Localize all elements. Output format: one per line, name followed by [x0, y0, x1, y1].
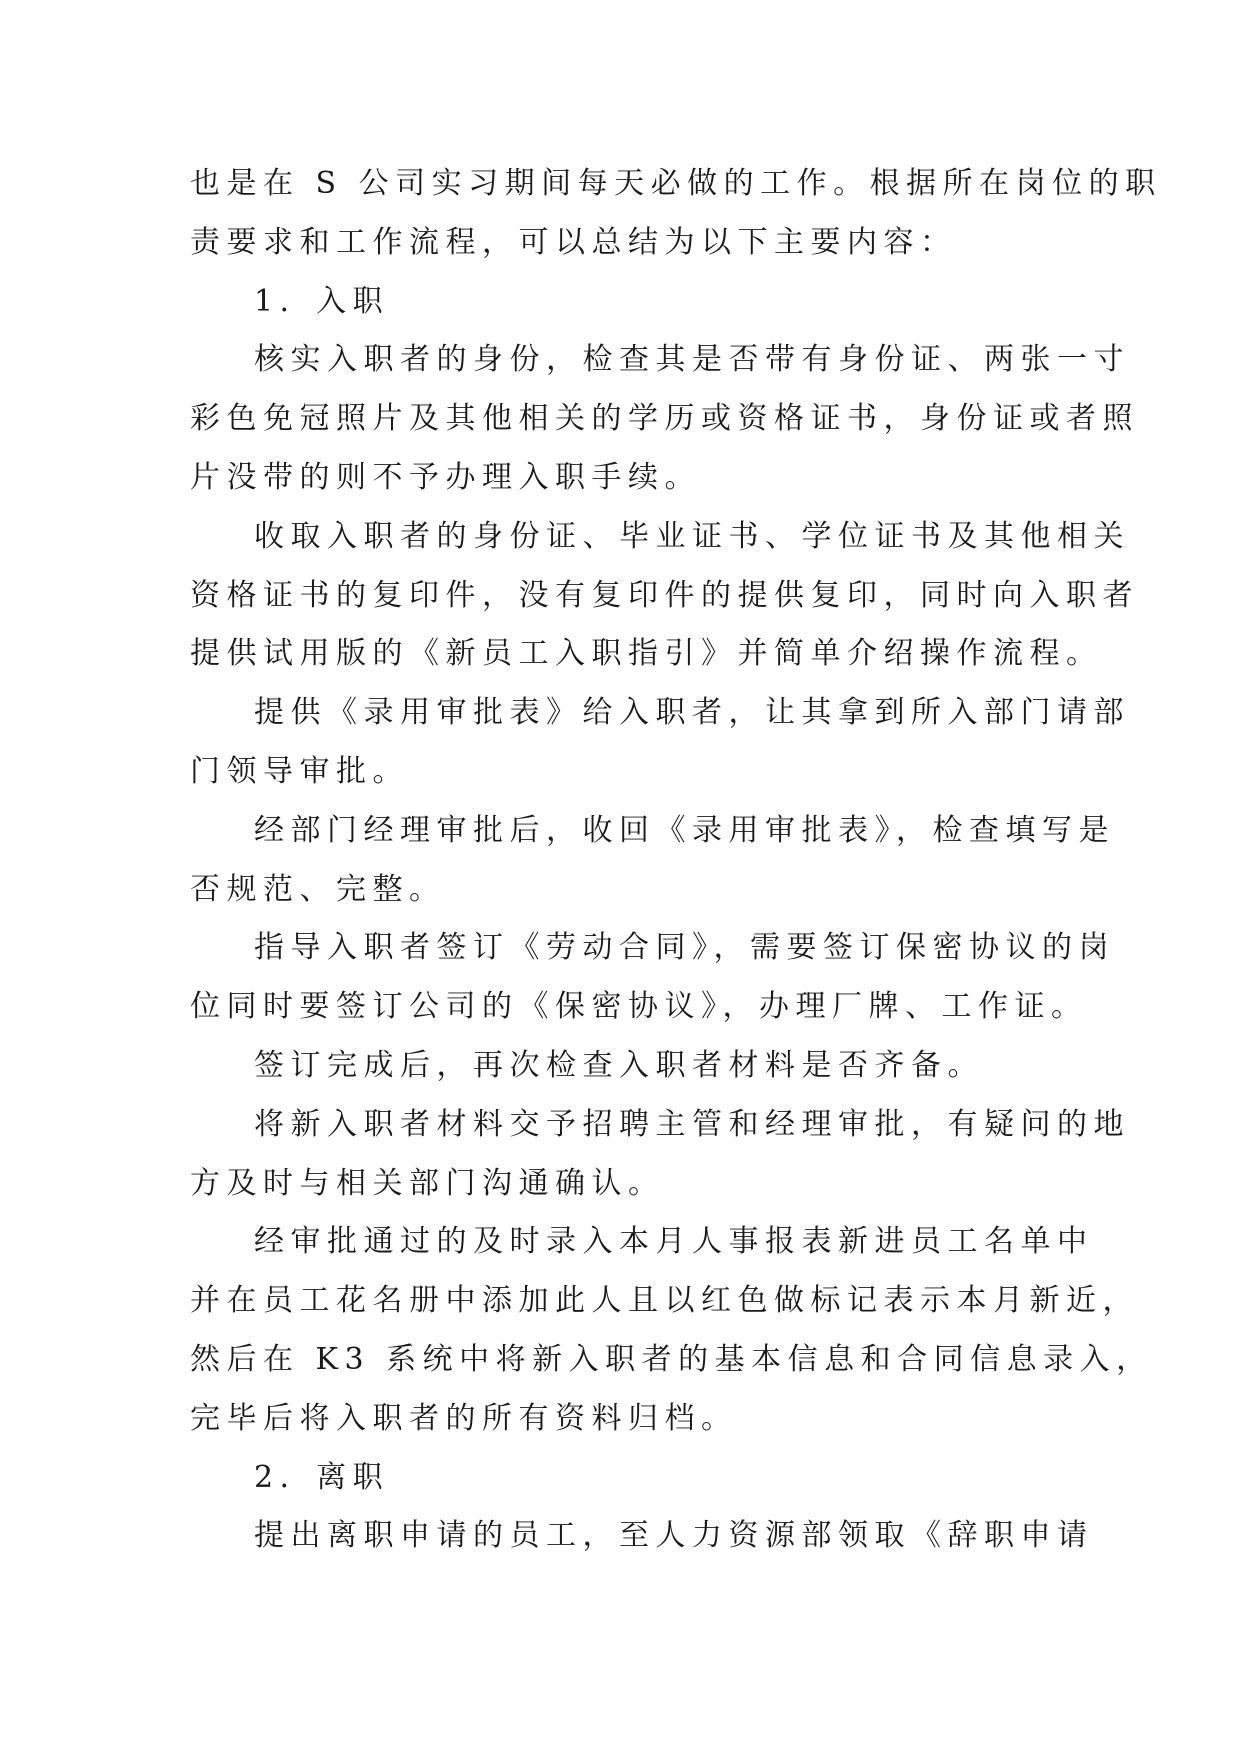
text-line: 指导入职者签订《劳动合同》，需要签订保密协议的岗 — [254, 930, 1115, 966]
text-line: 也是在 S 公司实习期间每天必做的工作。根据所在岗位的职 — [190, 166, 1162, 201]
text-line: 核实入职者的身份，检查其是否带有身份证、两张一寸 — [254, 342, 1130, 378]
text-line: 提出离职申请的员工，至人力资源部领取《辞职申请 — [254, 1518, 1094, 1554]
text-line: 收取入职者的身份证、毕业证书、学位证书及其他相关 — [254, 518, 1130, 554]
text-line: 资格证书的复印件，没有复印件的提供复印，同时向入职者 — [190, 577, 1139, 613]
text-line: 将新入职者材料交予招聘主管和经理审批，有疑问的地 — [254, 1106, 1130, 1142]
text-line: 片没带的则不予办理入职手续。 — [190, 459, 701, 495]
text-line: 提供《录用审批表》给入职者，让其拿到所入部门请部 — [254, 695, 1130, 731]
text-line: 经部门经理审批后，收回《录用审批表》，检查填写是 — [254, 812, 1115, 848]
text-line: 方及时与相关部门沟通确认。 — [190, 1165, 665, 1201]
text-line: 2．离职 — [254, 1459, 390, 1495]
text-line: 然后在 K3 系统中将新入职者的基本信息和合同信息录入， — [190, 1341, 1153, 1377]
text-line: 责要求和工作流程，可以总结为以下主要内容： — [190, 224, 957, 260]
text-line: 提供试用版的《新员工入职指引》并简单介绍操作流程。 — [190, 636, 1103, 672]
text-line: 位同时要签订公司的《保密协议》，办理厂牌、工作证。 — [190, 989, 1088, 1025]
document-body — [190, 155, 1162, 1566]
text-line: 签订完成后，再次检查入职者材料是否齐备。 — [254, 1047, 984, 1083]
text-line: 否规范、完整。 — [190, 871, 446, 907]
text-line: 彩色免冠照片及其他相关的学历或资格证书，身份证或者照 — [190, 401, 1139, 437]
text-line: 门领导审批。 — [190, 753, 409, 789]
text-line: 完毕后将入职者的所有资料归档。 — [190, 1400, 738, 1436]
text-line: 1．入职 — [254, 283, 390, 319]
text-line: 经审批通过的及时录入本月人事报表新进员工名单中 — [254, 1224, 1094, 1260]
text-line: 并在员工花名册中添加此人且以红色做标记表示本月新近， — [190, 1283, 1139, 1319]
